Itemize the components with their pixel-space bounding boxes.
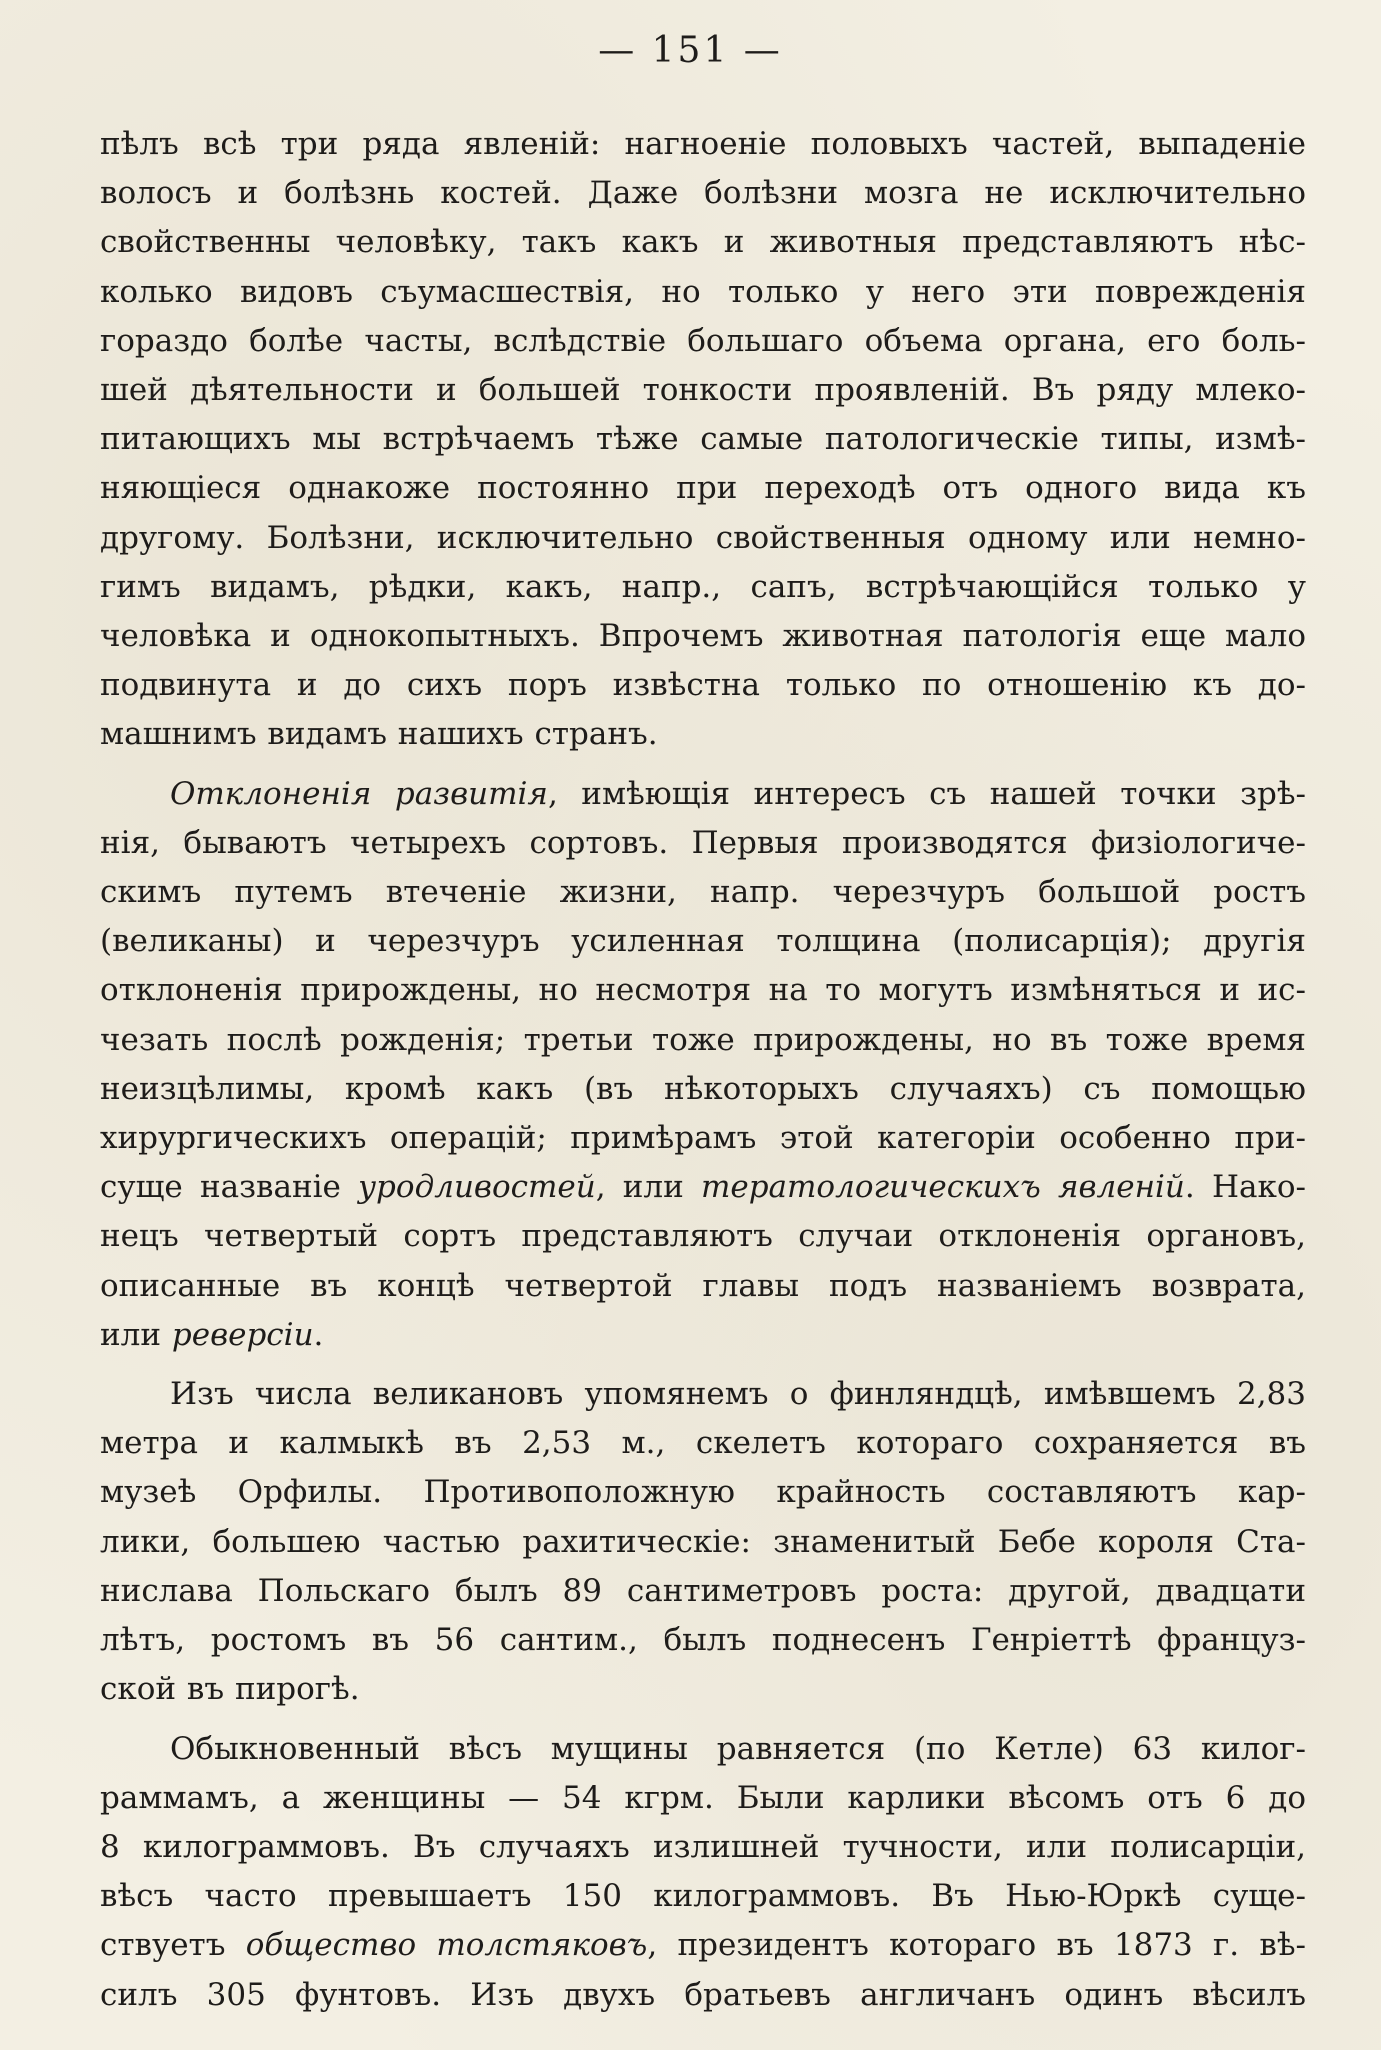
text-line: питающихъ мы встрѣчаемъ тѣже самые патологическіе типы, измѣ- (100, 421, 1306, 458)
text-run: . Нако- (1184, 1169, 1306, 1206)
text-line: машнимъ видамъ нашихъ странъ. (100, 716, 658, 753)
text-line: нія, бываютъ четырехъ сортовъ. Первыя производятся физіологиче- (100, 824, 1306, 861)
text-run: , имѣющія интересъ съ нашей точки зрѣ- (547, 775, 1306, 812)
paragraph-1 (100, 120, 1306, 760)
text-line: гимъ видамъ, рѣдки, какъ, напр., сапъ, встрѣчающійся только у (100, 568, 1306, 605)
text-line: шей дѣятельности и большей тонкости проявленій. Въ ряду млеко- (100, 372, 1306, 409)
text-run: , президентъ котораго въ 1873 г. вѣ- (647, 1927, 1306, 1964)
text-line: волосъ и болѣзнь костей. Даже болѣзни мозга не исключительно (100, 175, 1306, 212)
text-line: подвинута и до сихъ поръ извѣстна только по отношенію къ до- (100, 667, 1306, 704)
text-line: раммамъ, а женщины — 54 кгрм. Были карлики вѣсомъ отъ 6 до (100, 1779, 1306, 1816)
paragraph-2 (100, 770, 1306, 1360)
text-run: ствуетъ (100, 1927, 246, 1964)
text-line: свойственны человѣку, такъ какъ и животныя представляютъ нѣс- (100, 224, 1306, 261)
text-line: музеѣ Орфилы. Противоположную крайность составляютъ кар- (100, 1474, 1306, 1511)
paragraph-4 (100, 1725, 1306, 2020)
text-line: описанные въ концѣ четвертой главы подъ названіемъ возврата, (100, 1267, 1306, 1304)
text-run: . (313, 1316, 324, 1353)
text-line: вѣсъ часто превышаетъ 150 килограммовъ. Въ Нью-Юркѣ суще- (100, 1878, 1306, 1915)
text-line (100, 1311, 1306, 1360)
text-run: , или (595, 1169, 701, 1206)
text-line: нецъ четвертый сортъ представляютъ случаи отклоненія органовъ, (100, 1218, 1306, 1255)
text-line: хирургическихъ операцій; примѣрамъ этой категоріи особенно при- (100, 1120, 1306, 1157)
text-line: колько видовъ съумасшествія, но только у него эти поврежденія (100, 273, 1306, 310)
text-line: нислава Польскаго былъ 89 сантиметровъ роста: другой, двадцати (100, 1572, 1306, 1609)
text-run: суще названіе (100, 1169, 359, 1206)
italic-term: уродливостей (358, 1169, 596, 1206)
text-line: лѣтъ, ростомъ въ 56 сантим., былъ поднесенъ Генріеттѣ француз- (100, 1622, 1306, 1659)
text-line: Изъ числа великановъ упомянемъ о финляндцѣ, имѣвшемъ 2,83 (170, 1376, 1306, 1413)
text-line: отклоненія прирождены, но несмотря на то могутъ измѣняться и ис- (100, 972, 1306, 1009)
text-line: лики, большею частью рахитическіе: знаменитый Бебе короля Ста- (100, 1523, 1306, 1560)
text-line (100, 1163, 1306, 1212)
italic-term: реверсіи (171, 1316, 314, 1353)
text-line: (великаны) и черезчуръ усиленная толщина (полисарція); другія (100, 923, 1306, 960)
text-line: другому. Болѣзни, исключительно свойственныя одному или немно- (100, 519, 1306, 556)
text-line: скимъ путемъ втеченіе жизни, напр. черезчуръ большой ростъ (100, 874, 1306, 911)
italic-term: общество толстяковъ (245, 1927, 648, 1964)
text-line: няющіеся однакоже постоянно при переходѣ отъ одного вида къ (100, 470, 1306, 507)
italic-term: тератологическихъ явленій (700, 1169, 1185, 1206)
text-line: пѣлъ всѣ три ряда явленій: нагноеніе половыхъ частей, выпаденіе (100, 126, 1306, 162)
paragraph-3 (100, 1370, 1306, 1714)
page-body (100, 120, 1306, 2020)
text-line (100, 1921, 1306, 1970)
page-number: — 151 — (598, 30, 783, 71)
text-line: силъ 305 фунтовъ. Изъ двухъ братьевъ англичанъ одинъ вѣсилъ (100, 1976, 1306, 2013)
text-line: 8 килограммовъ. Въ случаяхъ излишней тучности, или полисарціи, (100, 1828, 1306, 1865)
text-line: чезать послѣ рожденія; третьи тоже прирождены, но въ тоже время (100, 1021, 1306, 1058)
text-line: метра и калмыкѣ въ 2,53 м., скелетъ котораго сохраняется въ (100, 1425, 1306, 1462)
text-line: ской въ пирогѣ. (100, 1671, 360, 1708)
text-line: неизцѣлимы, кромѣ какъ (въ нѣкоторыхъ случаяхъ) съ помощью (100, 1070, 1306, 1107)
text-line (100, 770, 1306, 819)
text-line: человѣка и однокопытныхъ. Впрочемъ животная патологія еще мало (100, 618, 1306, 655)
text-line: Обыкновенный вѣсъ мущины равняется (по Кетле) 63 килог- (170, 1730, 1306, 1767)
text-run: или (100, 1316, 172, 1353)
italic-term: Отклоненія развитія (170, 775, 548, 812)
text-line: гораздо болѣе часты, вслѣдствіе большаго объема органа, его боль- (100, 322, 1306, 359)
